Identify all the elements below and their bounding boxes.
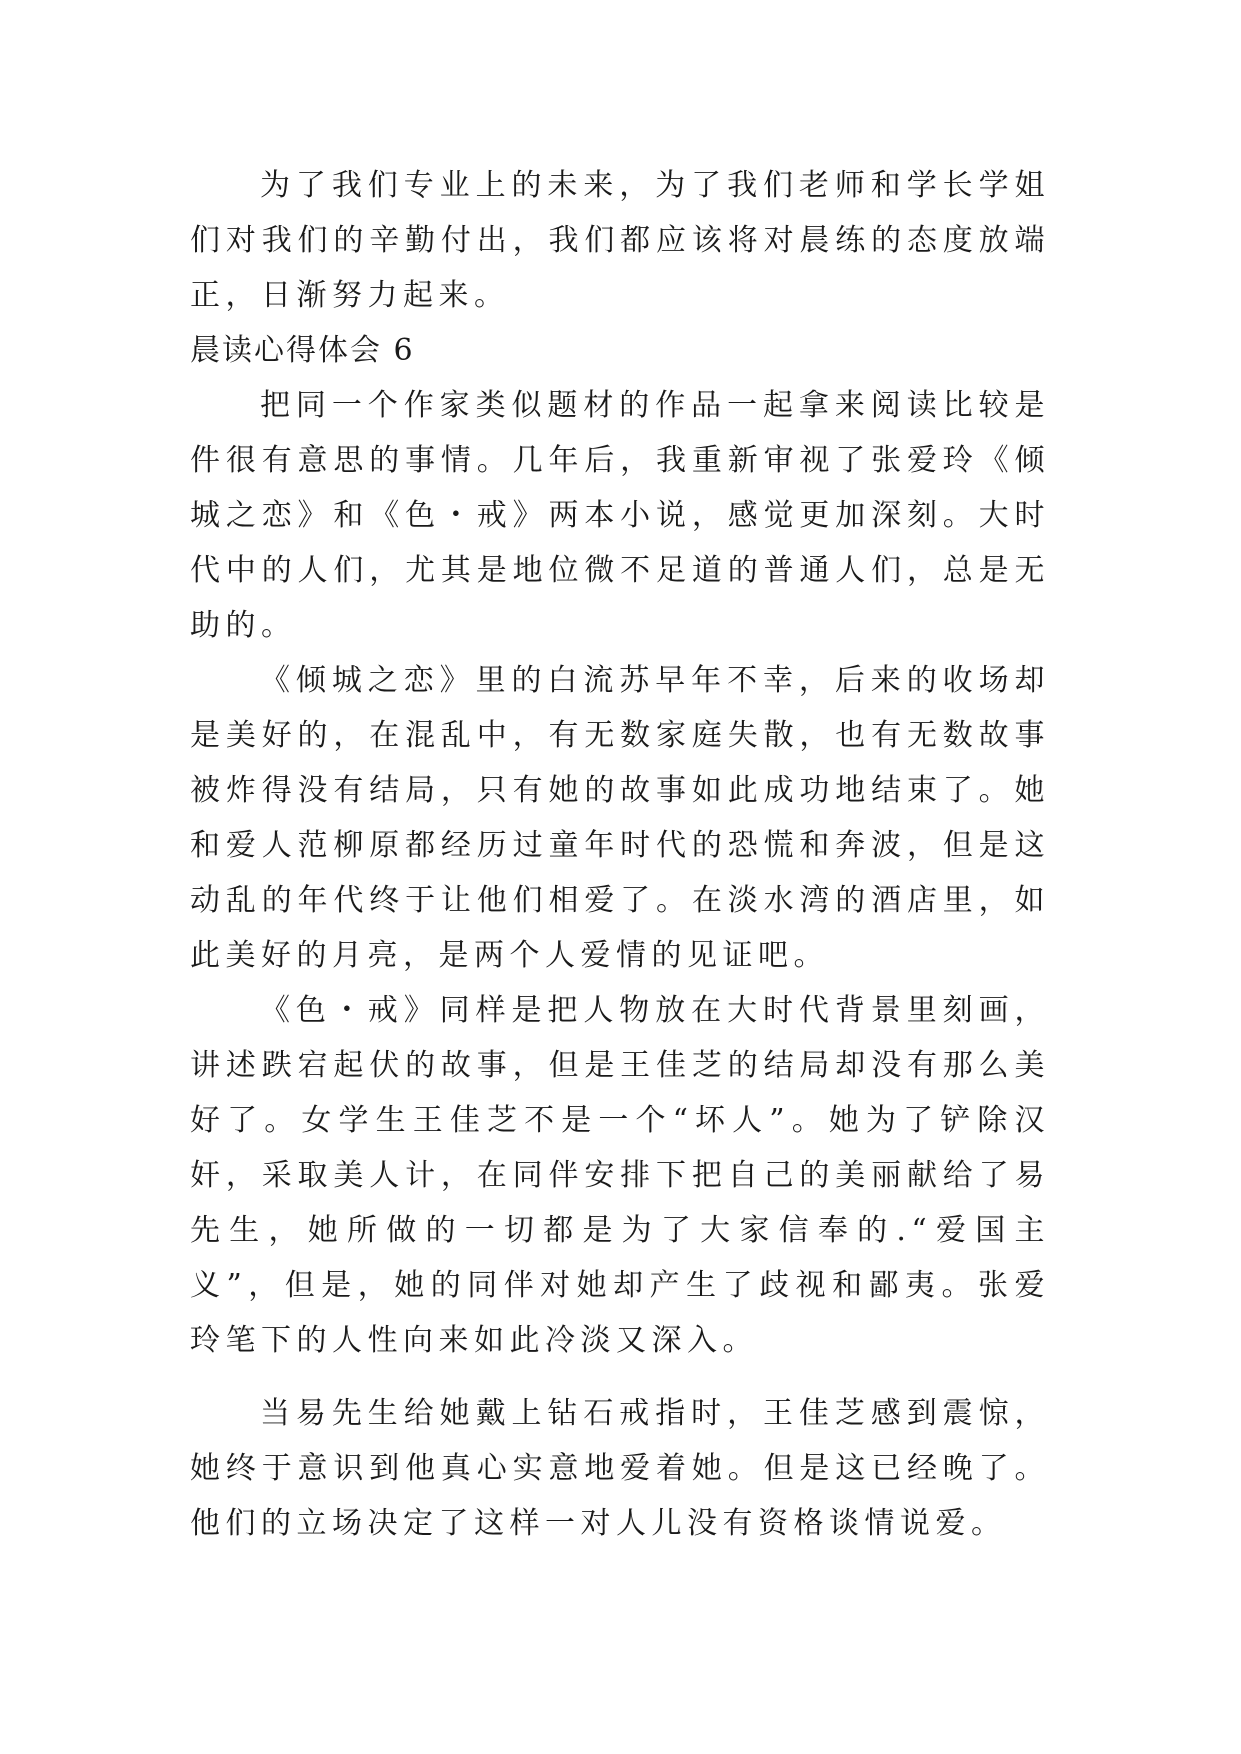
paragraph-2: 《倾城之恋》里的白流苏早年不幸，后来的收场却是美好的，在混乱中，有无数家庭失散，也有无数故事被炸得没有结局，只有她的故事如此成功地结束了。她和爱人范柳原都经历过童年时代的恐慌和奔波，但是这动乱的年代终于让他们相爱了。在淡水湾的酒店里，如此美好的月亮，是两个人爱情的见证吧。 bbox=[190, 663, 1050, 973]
paragraph-3: 《色・戒》同样是把人物放在大时代背景里刻画，讲述跌宕起伏的故事，但是王佳芝的结局却没有那么美好了。女学生王佳芝不是一个“坏人”。她为了铲除汉奸，采取美人计，在同伴安排下把自己的美丽献给了易先生，她所做的一切都是为了大家信奉的.“爱国主义”，但是，她的同伴对她却产生了歧视和鄙夷。张爱玲笔下的人性向来如此冷淡又深入。 bbox=[190, 993, 1050, 1358]
paragraph-gap bbox=[190, 1368, 1050, 1386]
section-heading: 晨读心得体会 6 bbox=[190, 333, 415, 368]
document-page bbox=[190, 158, 1050, 1551]
paragraph-1: 把同一个作家类似题材的作品一起拿来阅读比较是件很有意思的事情。几年后，我重新审视了张爱玲《倾城之恋》和《色・戒》两本小说，感觉更加深刻。大时代中的人们，尤其是地位微不足道的普通人们，总是无助的。 bbox=[190, 388, 1050, 643]
paragraph-intro: 为了我们专业上的未来，为了我们老师和学长学姐们对我们的辛勤付出，我们都应该将对晨练的态度放端正，日渐努力起来。 bbox=[190, 168, 1050, 313]
paragraph-4: 当易先生给她戴上钻石戒指时，王佳芝感到震惊，她终于意识到他真心实意地爱着她。但是这已经晚了。他们的立场决定了这样一对人儿没有资格谈情说爱。 bbox=[190, 1396, 1050, 1541]
